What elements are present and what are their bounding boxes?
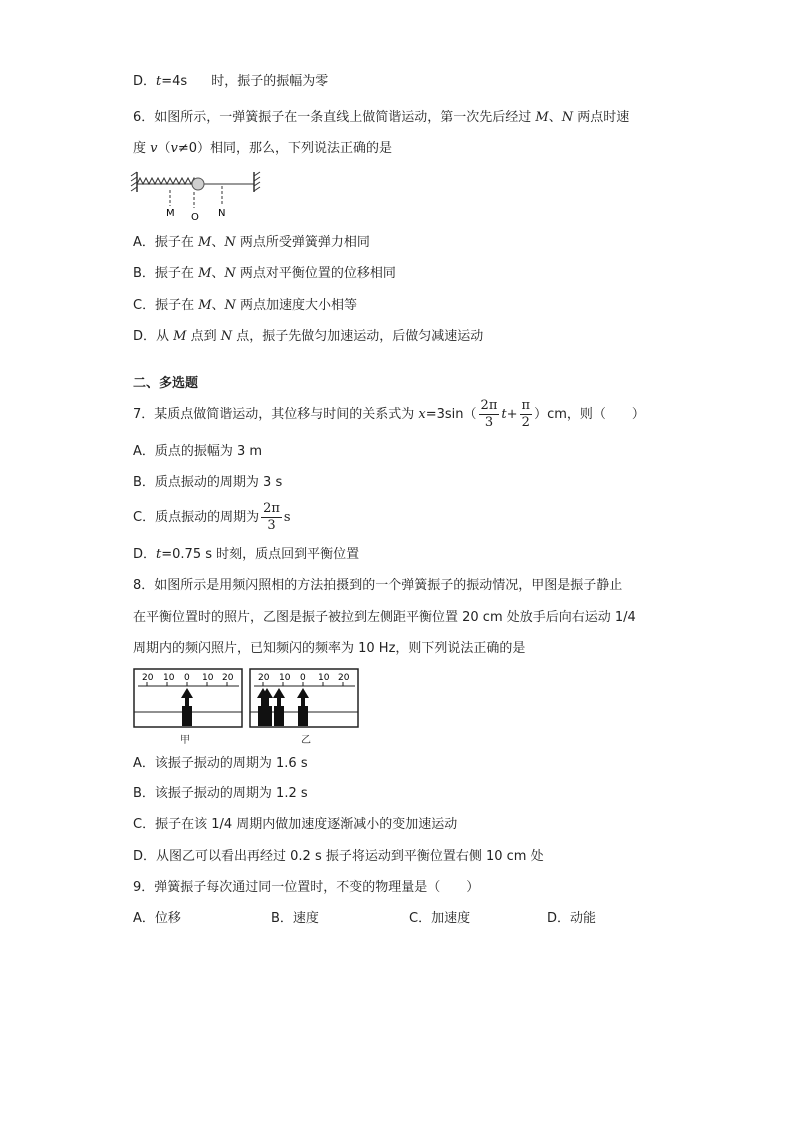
- tick-label: 10: [163, 673, 175, 683]
- stem-text: ）cm，则（ ）: [534, 407, 645, 422]
- tick-label: 10: [279, 673, 291, 683]
- point-n: N: [224, 266, 236, 281]
- option-text: C．振子在: [133, 298, 199, 313]
- caption-jia: 甲: [180, 735, 190, 746]
- stem-text: 6．如图所示，一弹簧振子在一条直线上做简谐运动，第一次先后经过: [133, 110, 536, 125]
- option-text: 点，振子先做匀加速运动，后做匀减速运动: [232, 329, 484, 344]
- q6-option-d: [133, 328, 483, 346]
- option-text: 两点加速度大小相等: [235, 298, 358, 313]
- q8-stem-line1: 8．如图所示是用频闪照相的方法拍摄到的一个弹簧振子的振动情况，甲图是振子静止: [133, 578, 623, 593]
- option-text: 两点所受弹簧弹力相同: [235, 235, 370, 250]
- q8-option-a: A．该振子振动的周期为 1.6 s: [133, 756, 308, 771]
- label-m: M: [166, 208, 175, 219]
- option-text: D．从: [133, 329, 174, 344]
- paren: （: [157, 141, 171, 156]
- option-text: 两点对平衡位置的位移相同: [235, 266, 396, 281]
- point-m: M: [198, 235, 212, 250]
- point-m: M: [198, 266, 212, 281]
- tick-label: 20: [142, 673, 154, 683]
- separator: 、: [211, 298, 225, 313]
- strobe-photo-figure: [133, 668, 359, 748]
- oscillator-ball: [192, 178, 204, 190]
- separator: 、: [211, 235, 225, 250]
- q8-stem-line2: 在平衡位置时的照片，乙图是振子被拉到左侧距平衡位置 20 cm 处放手后向右运动 1/4: [133, 610, 636, 625]
- oscillator-block: [274, 706, 284, 726]
- fraction-denominator: 3: [267, 518, 276, 533]
- point-m: M: [173, 329, 187, 344]
- fraction-denominator: 3: [484, 415, 494, 430]
- tick-label: 10: [318, 673, 330, 683]
- right-wall-hatch: [254, 172, 260, 191]
- tick-label: 0: [300, 673, 306, 683]
- formula-text: =3sin（: [425, 407, 477, 422]
- fraction-2pi-3: [479, 398, 500, 431]
- point-n: N: [224, 235, 236, 250]
- q7-stem: [133, 397, 645, 433]
- fraction-numerator: 2π: [263, 501, 280, 516]
- q8-option-c: C．振子在该 1/4 周期内做加速度逐渐减小的变加速运动: [133, 817, 458, 832]
- var-v: v: [150, 141, 158, 156]
- q6-option-a: [133, 234, 370, 252]
- oscillator-block: [182, 706, 192, 726]
- q9-option-b: B．速度: [271, 911, 319, 926]
- tick-label: 20: [258, 673, 270, 683]
- spring: [137, 178, 197, 184]
- q8-option-d: D．从图乙可以看出再经过 0.2 s 振子将运动到平衡位置右侧 10 cm 处: [133, 849, 544, 864]
- time-value: =4s: [161, 74, 188, 89]
- var-v: v: [170, 141, 178, 156]
- tick-label: 20: [338, 673, 350, 683]
- option-text: A．振子在: [133, 235, 199, 250]
- oscillator-block: [298, 706, 308, 726]
- plus-sign: +: [506, 407, 518, 422]
- stem-text: 两点时速: [573, 110, 630, 125]
- separator: 、: [548, 110, 562, 125]
- option-label: D．: [133, 547, 157, 562]
- q9-option-d: D．动能: [547, 911, 597, 926]
- tick-label: 20: [222, 673, 234, 683]
- option-text: 时，振子的振幅为零: [211, 74, 329, 89]
- var-t: t: [501, 407, 507, 422]
- q9-stem: 9．弹簧振子每次通过同一位置时，不变的物理量是（ ）: [133, 880, 480, 895]
- q8-stem-line3: 周期内的频闪照片，已知频闪的频率为 10 Hz，则下列说法正确的是: [133, 641, 526, 656]
- point-m: M: [198, 298, 212, 313]
- photo-yi: [250, 669, 358, 727]
- var-t: t: [156, 74, 162, 89]
- q7-option-d: [133, 546, 359, 564]
- q6-option-b: [133, 265, 396, 283]
- stem-text: ≠0）相同，那么，下列说法正确的是: [177, 141, 393, 156]
- q8-option-b: B．该振子振动的周期为 1.2 s: [133, 786, 308, 801]
- q6-stem-line1: [133, 109, 629, 127]
- stem-text: 度: [133, 141, 151, 156]
- section-heading: 二、多选题: [133, 376, 199, 391]
- point-m: M: [535, 110, 549, 125]
- q9-option-a: A．位移: [133, 911, 181, 926]
- option-text: B．振子在: [133, 266, 199, 281]
- fraction-numerator: 2π: [480, 398, 498, 413]
- fraction-pi-2: [520, 398, 533, 431]
- fraction-denominator: 2: [521, 415, 530, 430]
- label-n: N: [218, 208, 226, 219]
- option-text: C．质点振动的周期为: [133, 510, 260, 525]
- spring-oscillator-figure: [128, 168, 268, 224]
- stem-text: 7．某质点做简谐运动，其位移与时间的关系式为: [133, 407, 419, 422]
- q7-option-b: B．质点振动的周期为 3 s: [133, 475, 283, 490]
- separator: 、: [211, 266, 225, 281]
- tick-label: 0: [184, 673, 190, 683]
- q5-option-d: [133, 73, 328, 91]
- fraction-numerator: π: [521, 398, 531, 413]
- point-n: N: [220, 329, 233, 344]
- label-o: O: [191, 212, 199, 223]
- tick-label: 10: [202, 673, 214, 683]
- q7-option-a: A．质点的振幅为 3 m: [133, 444, 263, 459]
- option-label: D．: [133, 74, 157, 89]
- fraction-2pi-3: [261, 501, 282, 534]
- var-t: t: [156, 547, 162, 562]
- q7-option-c: [133, 500, 291, 536]
- photo-jia: [134, 669, 242, 727]
- unit: s: [283, 510, 291, 525]
- q6-stem-line2: [133, 140, 392, 158]
- point-n: N: [224, 298, 236, 313]
- option-text: =0.75 s 时刻，质点回到平衡位置: [161, 547, 360, 562]
- q9-option-c: C．加速度: [409, 911, 471, 926]
- var-x: x: [418, 407, 426, 422]
- oscillator-block: [258, 706, 272, 726]
- point-n: N: [561, 110, 574, 125]
- q6-option-c: [133, 297, 357, 315]
- option-text: 点到: [186, 329, 221, 344]
- left-wall-hatch: [131, 172, 137, 191]
- caption-yi: 乙: [301, 735, 311, 746]
